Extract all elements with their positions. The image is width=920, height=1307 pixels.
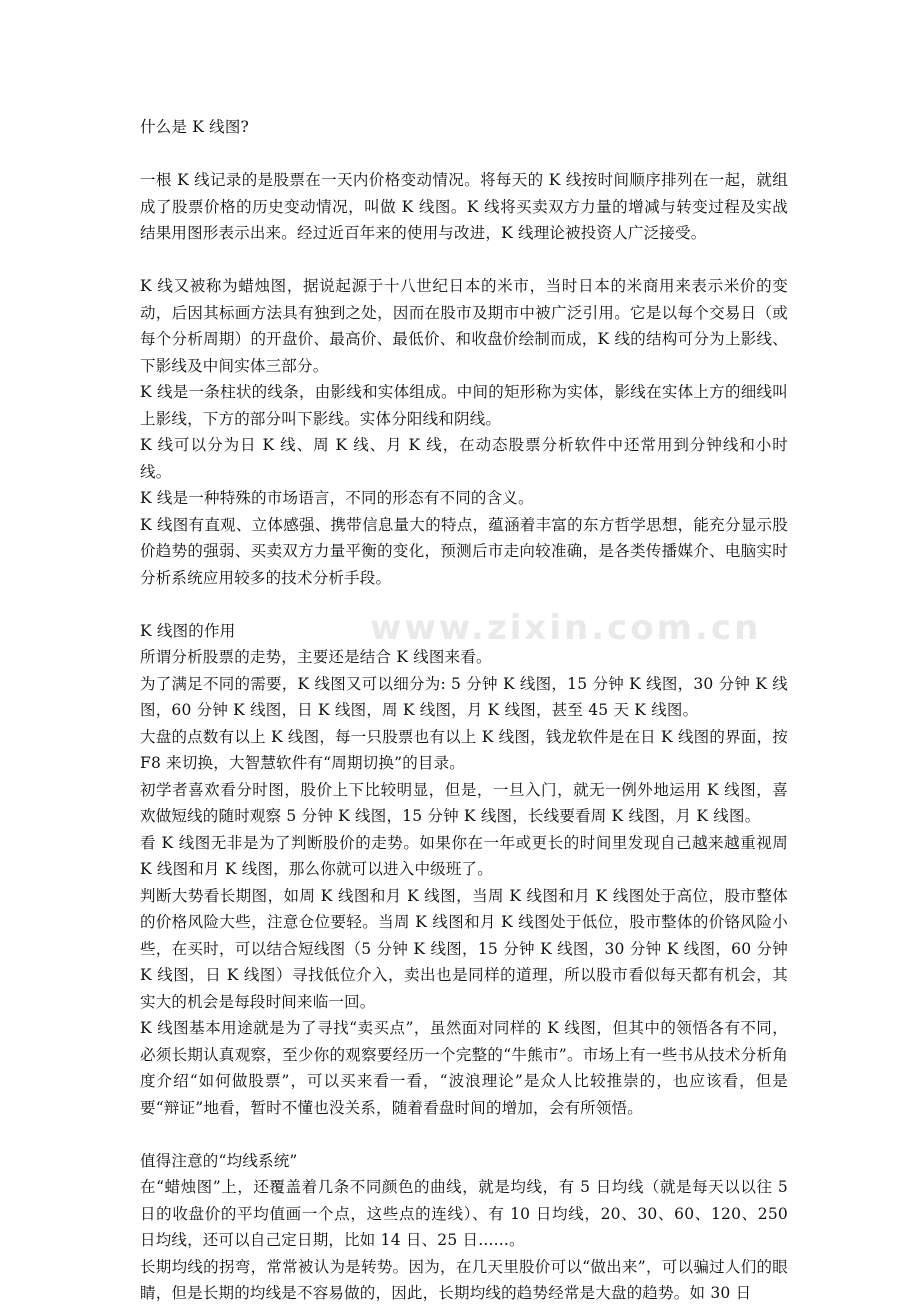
paragraph: 在“蜡烛图”上，还覆盖着几条不同颜色的曲线，就是均线，有 5 日均线（就是每天以以往 5 日的收盘价的平均值画一个点，这些点的连线）、有 10 日均线，20、30、60、120、250 日均线，还可以自己定日期，比如 14 日、25 日......。	[140, 1178, 788, 1249]
paragraph: K 线是一条柱状的线条，由影线和实体组成。中间的矩形称为实体，影线在实体上方的细线叫上影线，下方的部分叫下影线。实体分阳线和阴线。	[140, 383, 788, 428]
paragraph: 大盘的点数有以上 K 线图，每一只股票也有以上 K 线图，钱龙软件是在日 K 线图的界面，按 F8 来切换，大智慧软件有“周期切换”的目录。	[140, 727, 788, 772]
paragraph: 初学者喜欢看分时图，股价上下比较明显，但是，一旦入门，就无一例外地运用 K 线图，喜欢做短线的随时观察 5 分钟 K 线图，15 分钟 K 线图，长线要看周 K 线图，月 K 线图。	[140, 780, 788, 825]
section-heading-kline-purpose: K 线图的作用	[140, 621, 236, 640]
document-body	[140, 114, 788, 1307]
paragraph: K 线又被称为蜡烛图，据说起源于十八世纪日本的米市，当时日本的米商用来表示米价的变动，后因其标画方法具有独到之处，因而在股市及期市中被广泛引用。它是以每个交易日（或每个分析周期）的开盘价、最高价、最低价、和收盘价绘制而成，K 线的结构可分为上影线、下影线及中间实体三部分。	[140, 277, 788, 375]
paragraph-gap	[140, 247, 788, 274]
paragraph-gap	[140, 1121, 788, 1148]
paragraph-gap	[140, 141, 788, 168]
section-heading-what-is-kline: 什么是 K 线图?	[140, 118, 250, 136]
watermark: www.zixin.com.cn	[370, 608, 762, 648]
paragraph-gap	[140, 591, 788, 618]
paragraph: 长期均线的拐弯，常常被认为是转势。因为，在几天里股价可以“做出来”，可以骗过人们的眼睛，但是长期的均线是不容易做的，因此，长期均线的趋势经常是大盘的趋势。如 30 日	[140, 1257, 788, 1302]
paragraph: K 线图基本用途就是为了寻找“卖买点”，虽然面对同样的 K 线图，但其中的领悟各有不同，必须长期认真观察，至少你的观察要经历一个完整的“牛熊市”。市场上有一些书从技术分析角度介绍“如何做股票”，可以买来看一看，“波浪理论”是众人比较推崇的，也应该看，但是要“辩证”地看，暂时不懂也没关系，随着看盘时间的增加，会有所领悟。	[140, 1019, 788, 1117]
paragraph: 为了满足不同的需要，K 线图又可以细分为: 5 分钟 K 线图，15 分钟 K 线图，30 分钟 K 线图，60 分钟 K 线图，日 K 线图，周 K 线图，月 K 线图，甚至 45 天 K 线图。	[140, 674, 788, 719]
paragraph: 看 K 线图无非是为了判断股价的走势。如果你在一年或更长的时间里发现自己越来越重视周 K 线图和月 K 线图，那么你就可以进入中级班了。	[140, 833, 788, 878]
paragraph: K 线可以分为日 K 线、周 K 线、月 K 线，在动态股票分析软件中还常用到分钟线和小时线。	[140, 436, 788, 481]
paragraph: 判断大势看长期图，如周 K 线图和月 K 线图，当周 K 线图和月 K 线图处于高位，股市整体的价格风险大些，注意仓位要轻。当周 K 线图和月 K 线图处于低位，股市整体的价铬风险小些，在买时，可以结合短线图（5 分钟 K 线图，15 分钟 K 线图，30 分钟 K 线图，60 分钟 K 线图，日 K 线图）寻找低位介入，卖出也是同样的道理，所以股市看似每天都有机会，其实大的机会是每段时间来临一回。	[140, 886, 788, 1011]
paragraph: K 线是一种特殊的市场语言，不同的形态有不同的含义。	[140, 489, 534, 507]
paragraph: 所谓分析股票的走势，主要还是结合 K 线图来看。	[140, 648, 492, 666]
paragraph: K 线图有直观、立体感强、携带信息量大的特点，蕴涵着丰富的东方哲学思想，能充分显示股价趋势的强弱、买卖双方力量平衡的变化，预测后市走向较准确，是各类传播媒介、电脑实时分析系统应用较多的技术分析手段。	[140, 515, 788, 587]
section-heading-moving-average: 值得注意的“均线系统”	[140, 1151, 298, 1170]
paragraph: 一根 K 线记录的是股票在一天内价格变动情况。将每天的 K 线按时间顺序排列在一起，就组成了股票价格的历史变动情况，叫做 K 线图。K 线将买卖双方力量的增减与转变过程及实战结果用图形表示出来。经过近百年来的使用与改进，K 线理论被投资人广泛接受。	[140, 171, 788, 242]
